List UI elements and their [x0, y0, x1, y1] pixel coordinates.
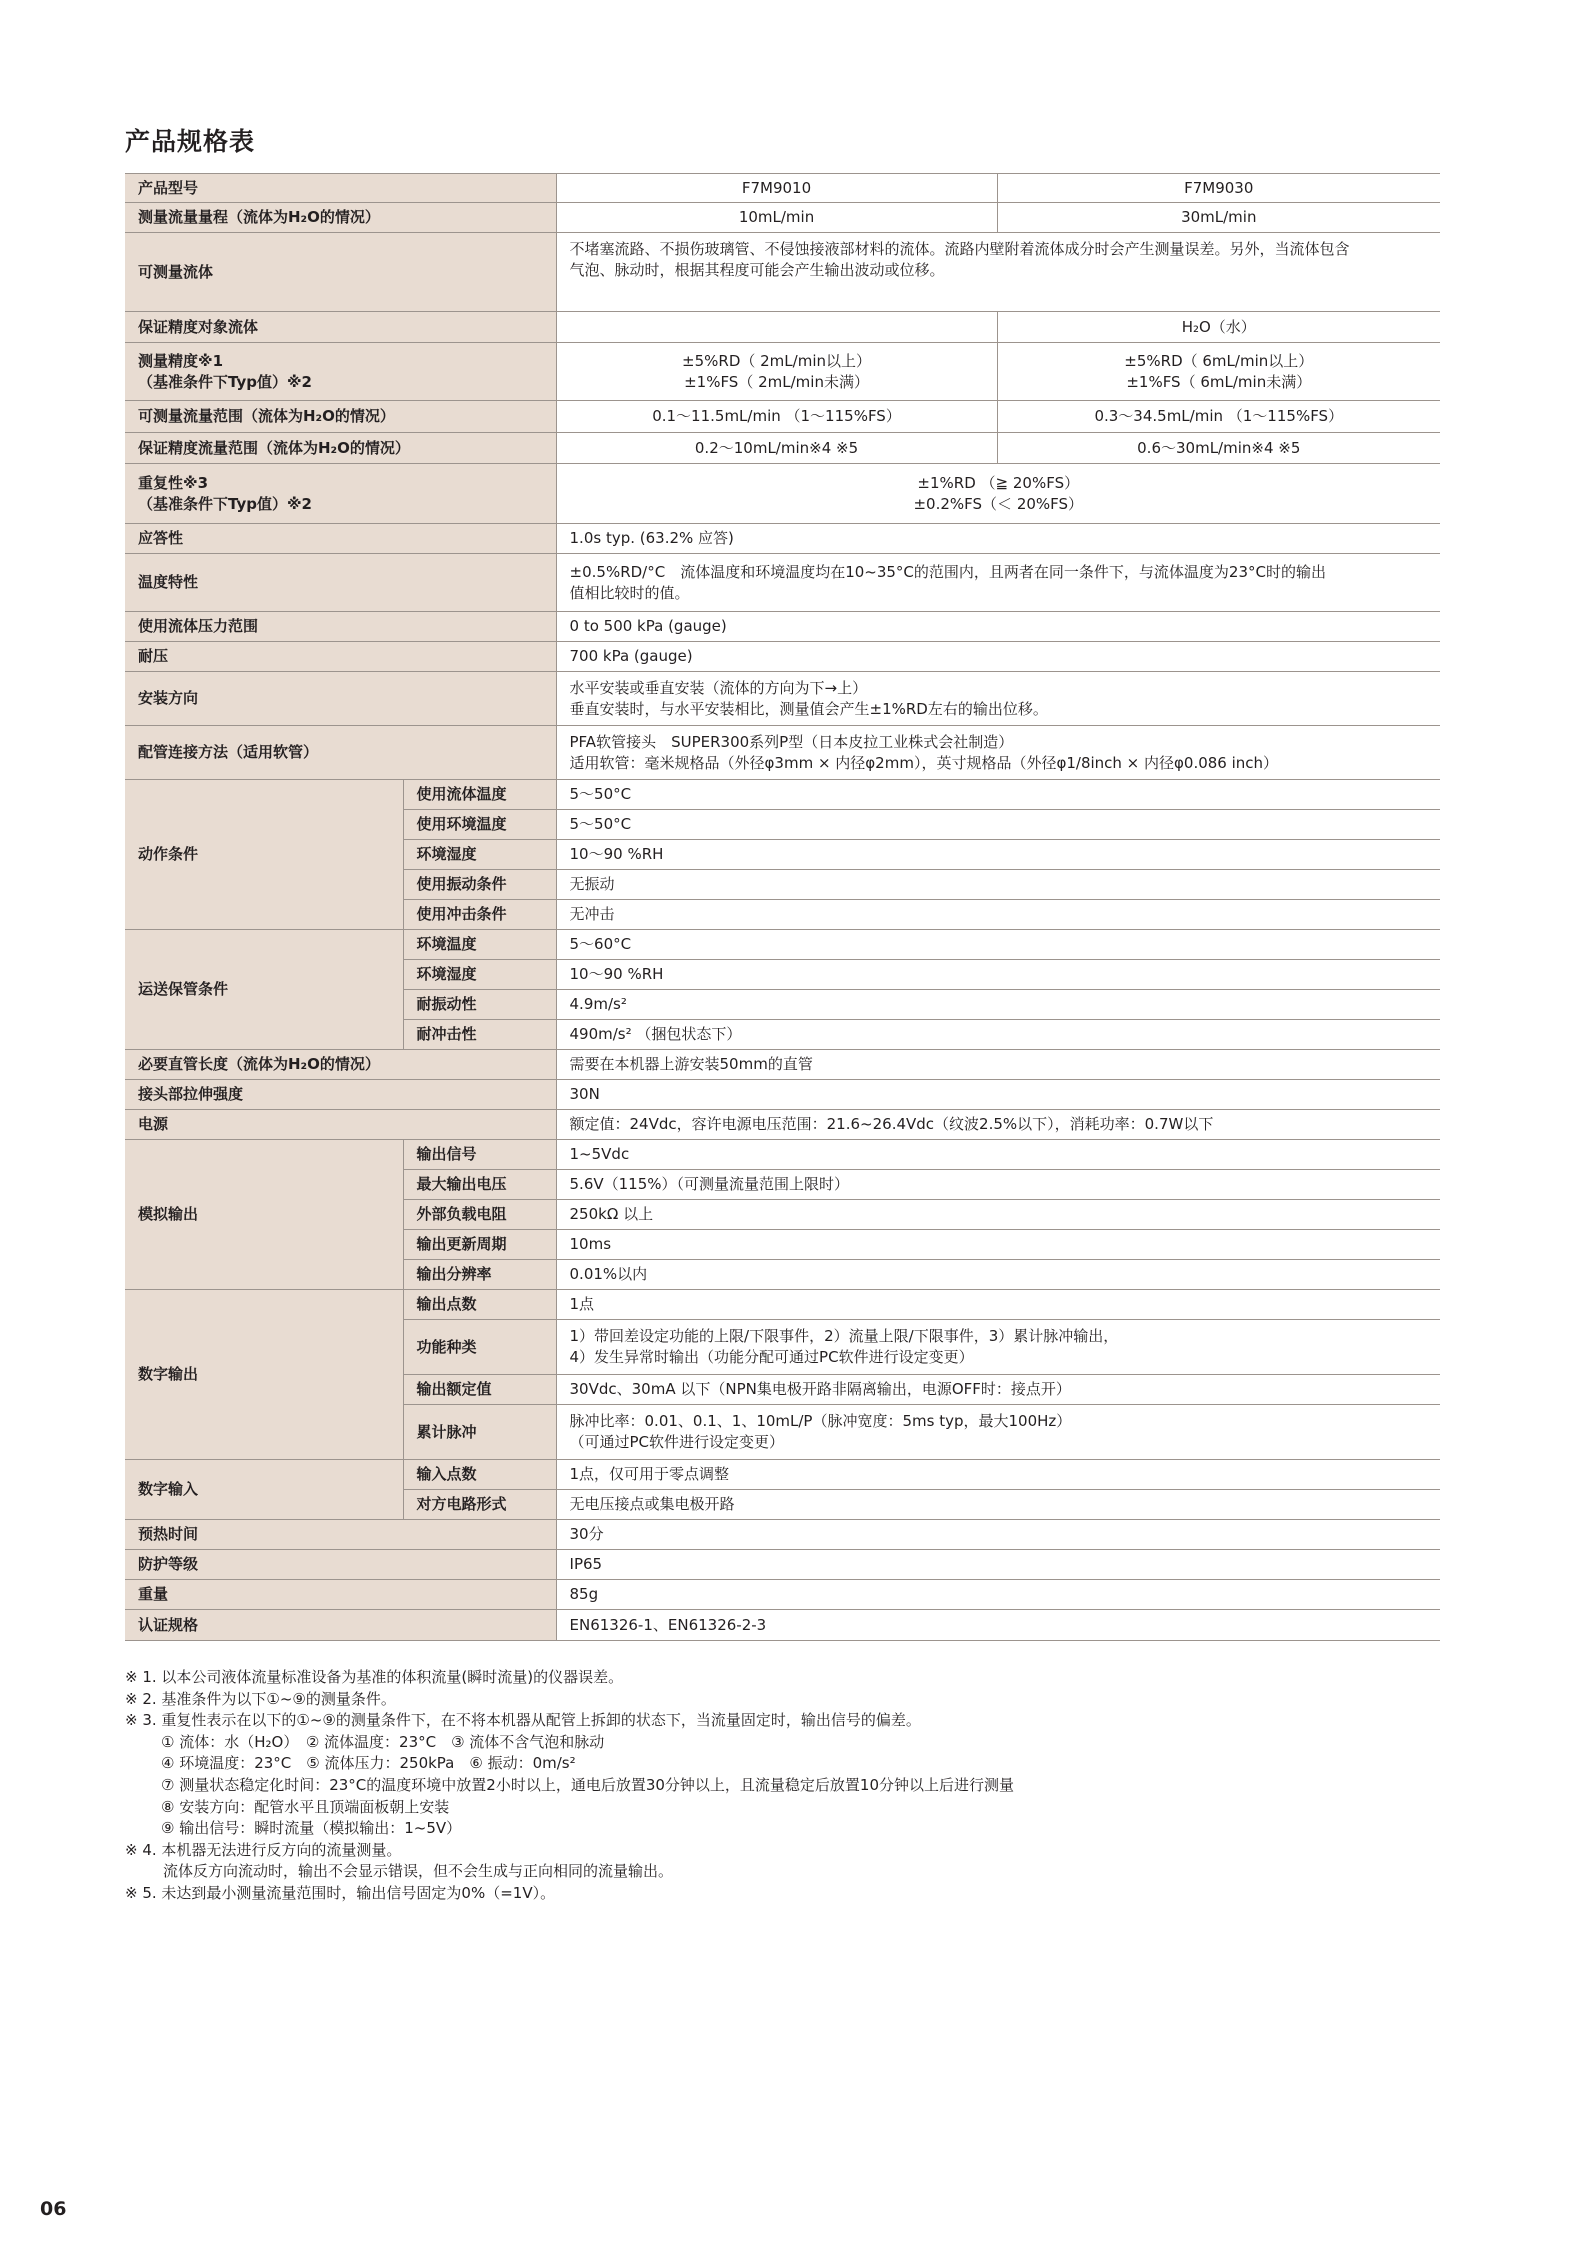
- cell-value: 5.6V（115%）（可测量流量范围上限时）: [556, 1170, 1440, 1200]
- cell-value: 30mL/min: [997, 203, 1440, 233]
- row-label: 应答性: [125, 524, 556, 554]
- row-label: 使用流体压力范围: [125, 612, 556, 642]
- cell-value: 30N: [556, 1080, 1440, 1110]
- cell-value: [556, 554, 1440, 612]
- row-label: 产品型号: [125, 174, 556, 203]
- sub-label: 输出额定值: [403, 1375, 556, 1405]
- cell-line: （可通过PC软件进行设定变更）: [569, 1433, 785, 1451]
- footnote: ※ 2. 基准条件为以下①~⑨的测量条件。: [125, 1689, 396, 1708]
- sub-label: 使用环境温度: [403, 810, 556, 840]
- table-row: [125, 1520, 1440, 1550]
- row-label: 可测量流体: [125, 233, 556, 312]
- sub-label: 输入点数: [403, 1460, 556, 1490]
- footnote: ※ 3. 重复性表示在以下的①~⑨的测量条件下，在不将本机器从配管上拆卸的状态下，当流量固定时，输出信号的偏差。: [125, 1711, 921, 1730]
- table-row: [125, 1110, 1440, 1140]
- sub-label: 最大输出电压: [403, 1170, 556, 1200]
- sub-label: 输出更新周期: [403, 1230, 556, 1260]
- cell-line: ±1%RD （≧ 20%FS）: [917, 473, 1080, 492]
- row-label: 可测量流量范围（流体为H₂O的情况）: [125, 401, 556, 433]
- sub-label: 使用流体温度: [403, 780, 556, 810]
- cell-line: 垂直安装时，与水平安装相比，测量值会产生±1%RD左右的输出位移。: [569, 699, 1048, 718]
- cell-value: 额定值：24Vdc，容许电源电压范围：21.6~26.4Vdc（纹波2.5%以下），消耗功率：0.7W以下: [556, 1110, 1440, 1140]
- sub-label: 耐冲击性: [403, 1020, 556, 1050]
- cell-value: IP65: [556, 1550, 1440, 1580]
- sub-label: 环境湿度: [403, 960, 556, 990]
- cell-value: 1~5Vdc: [556, 1140, 1440, 1170]
- group-label: 模拟输出: [125, 1140, 403, 1290]
- cell-value: 0.3～34.5mL/min （1～115%FS）: [997, 401, 1440, 433]
- footnote-continuation: 流体反方向流动时，输出不会显示错误，但不会生成与正向相同的流量输出。: [163, 1862, 674, 1881]
- sub-label: 外部负载电阻: [403, 1200, 556, 1230]
- cell-line: 水平安装或垂直安装（流体的方向为下→上）: [569, 678, 868, 697]
- row-label: 配管连接方法（适用软管）: [125, 726, 556, 780]
- table-row: [125, 1580, 1440, 1610]
- label-line: （基准条件下Typ值）※2: [138, 494, 312, 513]
- cell-value: 10～90 %RH: [556, 840, 1440, 870]
- cell-line: 1）带回差设定功能的上限/下限事件，2）流量上限/下限事件，3）累计脉冲输出，: [569, 1327, 1119, 1345]
- cell-value: 0.6～30mL/min※4 ※5: [997, 433, 1440, 464]
- cell-value: F7M9030: [997, 174, 1440, 203]
- sub-label: 输出点数: [403, 1290, 556, 1320]
- table-row: [125, 1290, 1440, 1320]
- cell-value: 无冲击: [556, 900, 1440, 930]
- table-row: [125, 1140, 1440, 1170]
- cell-value: 10mL/min: [556, 203, 997, 233]
- cell-value: 85g: [556, 1580, 1440, 1610]
- table-row: [125, 1050, 1440, 1080]
- cell-value: H₂O（水）: [997, 312, 1440, 343]
- row-label: 保证精度对象流体: [125, 312, 556, 343]
- table-row: [125, 312, 1440, 343]
- table-row: [125, 1610, 1440, 1641]
- table-row: [125, 174, 1440, 203]
- cell-line: 适用软管：毫米规格品（外径φ3mm × 内径φ2mm），英寸规格品（外径φ1/8inch × 内径φ0.086 inch）: [569, 753, 1279, 772]
- cell-value: 无振动: [556, 870, 1440, 900]
- table-row: [125, 433, 1440, 464]
- row-label: 保证精度流量范围（流体为H₂O的情况）: [125, 433, 556, 464]
- sub-label: 功能种类: [403, 1320, 556, 1375]
- cell-line: 脉冲比率：0.01、0.1、1、10mL/P（脉冲宽度：5ms typ，最大100Hz）: [569, 1412, 1072, 1430]
- table-row: [125, 233, 1440, 312]
- sub-label: 使用冲击条件: [403, 900, 556, 930]
- cell-line: 气泡、脉动时，根据其程度可能会产生输出波动或位移。: [569, 261, 945, 279]
- sub-label: 输出分辨率: [403, 1260, 556, 1290]
- condition-line: ① 流体：水（H₂O） ② 流体温度：23°C ③ 流体不含气泡和脉动: [161, 1732, 605, 1751]
- table-row: [125, 780, 1440, 810]
- cell-value: [556, 312, 997, 343]
- table-row: [125, 343, 1440, 401]
- row-label: 测量流量量程（流体为H₂O的情况）: [125, 203, 556, 233]
- footnote: ※ 5. 未达到最小测量流量范围时，输出信号固定为0%（=1V）。: [125, 1883, 556, 1902]
- table-row: [125, 1550, 1440, 1580]
- row-label: 电源: [125, 1110, 556, 1140]
- cell-value: 10～90 %RH: [556, 960, 1440, 990]
- cell-value: 10ms: [556, 1230, 1440, 1260]
- page-number: 06: [40, 2198, 67, 2220]
- row-label: 接头部拉伸强度: [125, 1080, 556, 1110]
- cell-value: 5～50°C: [556, 780, 1440, 810]
- cell-value: 1.0s typ. (63.2% 应答): [556, 524, 1440, 554]
- cell-value: 需要在本机器上游安装50mm的直管: [556, 1050, 1440, 1080]
- group-label: 动作条件: [125, 780, 403, 930]
- cell-value: 700 kPa (gauge): [556, 642, 1440, 672]
- row-label: 防护等级: [125, 1550, 556, 1580]
- row-label: 必要直管长度（流体为H₂O的情况）: [125, 1050, 556, 1080]
- cell-value: 0.01%以内: [556, 1260, 1440, 1290]
- cell-value: 0 to 500 kPa (gauge): [556, 612, 1440, 642]
- cell-value: 5～50°C: [556, 810, 1440, 840]
- sub-label: 使用振动条件: [403, 870, 556, 900]
- sub-label: 环境温度: [403, 930, 556, 960]
- condition-line: ⑨ 输出信号：瞬时流量（模拟输出：1~5V）: [161, 1819, 462, 1838]
- cell-line: ±1%FS（ 2mL/min未满）: [684, 372, 869, 391]
- cell-value: [556, 672, 1440, 726]
- cell-value: 30Vdc、30mA 以下（NPN集电极开路非隔离输出，电源OFF时：接点开）: [556, 1375, 1440, 1405]
- cell-value: 490m/s² （捆包状态下）: [556, 1020, 1440, 1050]
- cell-value: [556, 1320, 1440, 1375]
- table-row: [125, 642, 1440, 672]
- row-label: 预热时间: [125, 1520, 556, 1550]
- label-line: 测量精度※1: [138, 351, 224, 370]
- page-title: 产品规格表: [125, 127, 256, 156]
- row-label: [125, 343, 556, 401]
- table-row: [125, 930, 1440, 960]
- table-row: [125, 1080, 1440, 1110]
- footnote: ※ 4. 本机器无法进行反方向的流量测量。: [125, 1840, 402, 1859]
- cell-value: 无电压接点或集电极开路: [556, 1490, 1440, 1520]
- cell-value: EN61326-1、EN61326-2-3: [556, 1610, 1440, 1641]
- cell-value: [556, 464, 1440, 524]
- cell-line: ±0.2%FS（＜ 20%FS）: [913, 494, 1084, 513]
- cell-value: [997, 343, 1440, 401]
- cell-value: 5～60°C: [556, 930, 1440, 960]
- condition-line: ⑧ 安装方向：配管水平且顶端面板朝上安装: [161, 1797, 450, 1816]
- row-label: 认证规格: [125, 1610, 556, 1641]
- cell-value: [556, 233, 1440, 312]
- condition-line: ⑦ 测量状态稳定化时间：23°C的温度环境中放置2小时以上，通电后放置30分钟以上，且流量稳定后放置10分钟以上后进行测量: [161, 1775, 1014, 1794]
- table-row: [125, 464, 1440, 524]
- cell-line: ±1%FS（ 6mL/min未满）: [1126, 372, 1312, 391]
- cell-value: 30分: [556, 1520, 1440, 1550]
- table-row: [125, 203, 1440, 233]
- table-row: [125, 612, 1440, 642]
- group-label: 运送保管条件: [125, 930, 403, 1050]
- cell-line: 不堵塞流路、不损伤玻璃管、不侵蚀接液部材料的流体。流路内壁附着流体成分时会产生测量误差。另外，当流体包含: [569, 240, 1350, 258]
- cell-value: 4.9m/s²: [556, 990, 1440, 1020]
- label-line: 重复性※3: [138, 473, 209, 492]
- group-label: 数字输出: [125, 1290, 403, 1460]
- cell-line: ±5%RD（ 2mL/min以上）: [682, 351, 871, 370]
- table-row: [125, 524, 1440, 554]
- cell-value: [556, 1405, 1440, 1460]
- cell-line: ±0.5%RD/°C 流体温度和环境温度均在10~35°C的范围内，且两者在同一条件下，与流体温度为23°C时的输出: [569, 562, 1326, 581]
- group-label: 数字输入: [125, 1460, 403, 1520]
- cell-value: 0.1～11.5mL/min （1～115%FS）: [556, 401, 997, 433]
- cell-value: [556, 343, 997, 401]
- row-label: 耐压: [125, 642, 556, 672]
- sub-label: 环境湿度: [403, 840, 556, 870]
- table-row: [125, 1460, 1440, 1490]
- row-label: 安装方向: [125, 672, 556, 726]
- spec-table: [125, 173, 1440, 1641]
- sub-label: 耐振动性: [403, 990, 556, 1020]
- row-label: [125, 464, 556, 524]
- cell-value: [556, 726, 1440, 780]
- table-row: [125, 554, 1440, 612]
- cell-line: PFA软管接头 SUPER300系列P型（日本皮拉工业株式会社制造）: [569, 732, 1014, 751]
- cell-line: 4）发生异常时输出（功能分配可通过PC软件进行设定变更）: [569, 1348, 974, 1366]
- cell-value: 1点: [556, 1290, 1440, 1320]
- sub-label: 输出信号: [403, 1140, 556, 1170]
- cell-line: 值相比较时的值。: [569, 583, 690, 602]
- table-row: [125, 401, 1440, 433]
- cell-value: F7M9010: [556, 174, 997, 203]
- footnote: ※ 1. 以本公司液体流量标准设备为基准的体积流量(瞬时流量)的仪器误差。: [125, 1668, 624, 1686]
- table-row: [125, 726, 1440, 780]
- row-label: 重量: [125, 1580, 556, 1610]
- cell-value: 1点，仅可用于零点调整: [556, 1460, 1440, 1490]
- table-row: [125, 672, 1440, 726]
- cell-value: 250kΩ 以上: [556, 1200, 1440, 1230]
- row-label: 温度特性: [125, 554, 556, 612]
- cell-line: ±5%RD（ 6mL/min以上）: [1124, 351, 1314, 370]
- sub-label: 对方电路形式: [403, 1490, 556, 1520]
- sub-label: 累计脉冲: [403, 1405, 556, 1460]
- cell-value: 0.2～10mL/min※4 ※5: [556, 433, 997, 464]
- label-line: （基准条件下Typ值）※2: [138, 372, 312, 391]
- footnotes: [125, 1667, 1014, 1905]
- condition-line: ④ 环境温度：23°C ⑤ 流体压力：250kPa ⑥ 振动：0m/s²: [161, 1754, 576, 1773]
